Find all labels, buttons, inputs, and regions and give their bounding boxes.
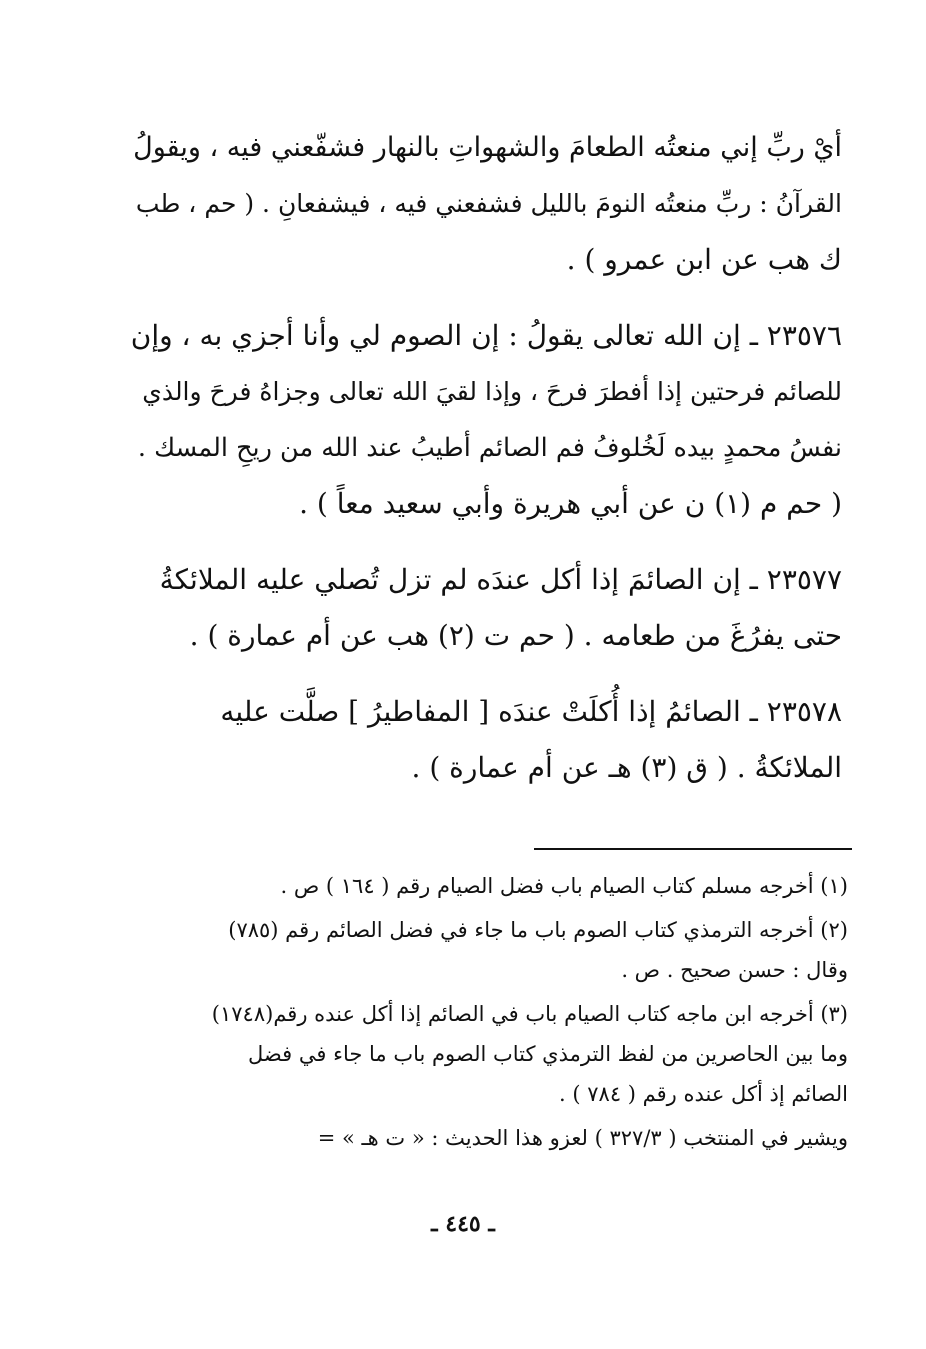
page-number: ـ ٤٤٥ ـ [431,1211,495,1237]
text-line: القرآنُ : ربِّ منعتُه النومَ بالليل فشفعني فيه ، فيشفعانِ . ( حم ، طب [135,189,842,218]
footnotes-block [136,866,848,1162]
text-line: حتى يفرُغَ من طعامه . ( حم ت (٢) هب عن أم عمارة ) . [189,619,842,652]
footnote-line: وما بين الحاصرين من لفظ الترمذي كتاب الصوم باب ما جاء في فضل [248,1042,848,1066]
footnote-line: (٣) أخرجه ابن ماجه كتاب الصيام باب في الصائم إذا أكل عنده رقم(١٧٤٨) [211,1002,848,1026]
text-line: نفسُ محمدٍ بيده لَخُلوفُ فم الصائم أطيبُ عند الله من ريحِ المسك . [137,433,842,463]
text-line: أيْ ربِّ إني منعتُه الطعامَ والشهواتِ بالنهار فشفّعني فيه ، ويقولُ [133,132,842,163]
text-line: للصائم فرحتين إذا أفطرَ فرحَ ، وإذا لقيَ الله تعالى وجزاهُ فرحَ والذي [142,377,842,406]
footnote-1 [136,866,848,906]
paragraph-continuation [130,120,842,288]
text-line: ( حم م (١) ن عن أبي هريرة وأبي سعيد معاً ) . [299,487,842,520]
text-line: ك هب عن ابن عمرو ) . [566,243,842,276]
footnote-line: (٢) أخرجه الترمذي كتاب الصوم باب ما جاء في فضل الصائم رقم (٧٨٥) [228,918,848,942]
footnote-2 [136,910,848,990]
main-text-block [130,120,842,816]
hadith-23578 [130,684,842,796]
text-line: الملائكةُ . ( ق (٣) هـ عن أم عمارة ) . [411,751,842,784]
text-line: ٢٣٥٧٧ ـ إن الصائمَ إذا أكل عندَه لم تزل تُصلي عليه الملائكةُ [159,563,842,596]
hadith-23577 [130,552,842,664]
footnote-divider [534,848,852,850]
footnote-line: ويشير في المنتخب ( ٣٢٧/٣ ) لعزو هذا الحديث : « ت هـ » = [317,1126,848,1150]
footnote-line: (١) أخرجه مسلم كتاب الصيام باب فضل الصيام رقم ( ١٦٤ ) ص . [280,874,848,898]
footnote-line: الصائم إذ أكل عنده رقم ( ٧٨٤ ) . [559,1082,848,1106]
footnote-note [136,1118,848,1158]
footnote-line: وقال : حسن صحيح . ص . [621,958,848,982]
footnote-3 [136,994,848,1114]
hadith-23576 [130,308,842,532]
text-line: ٢٣٥٧٨ ـ الصائمُ إذا أُكلَتْ عندَه [ المفاطيرُ ] صلَّت عليه [220,695,842,728]
text-line: ٢٣٥٧٦ ـ إن الله تعالى يقولُ : إن الصوم لي وأنا أجزي به ، وإن [130,319,842,352]
